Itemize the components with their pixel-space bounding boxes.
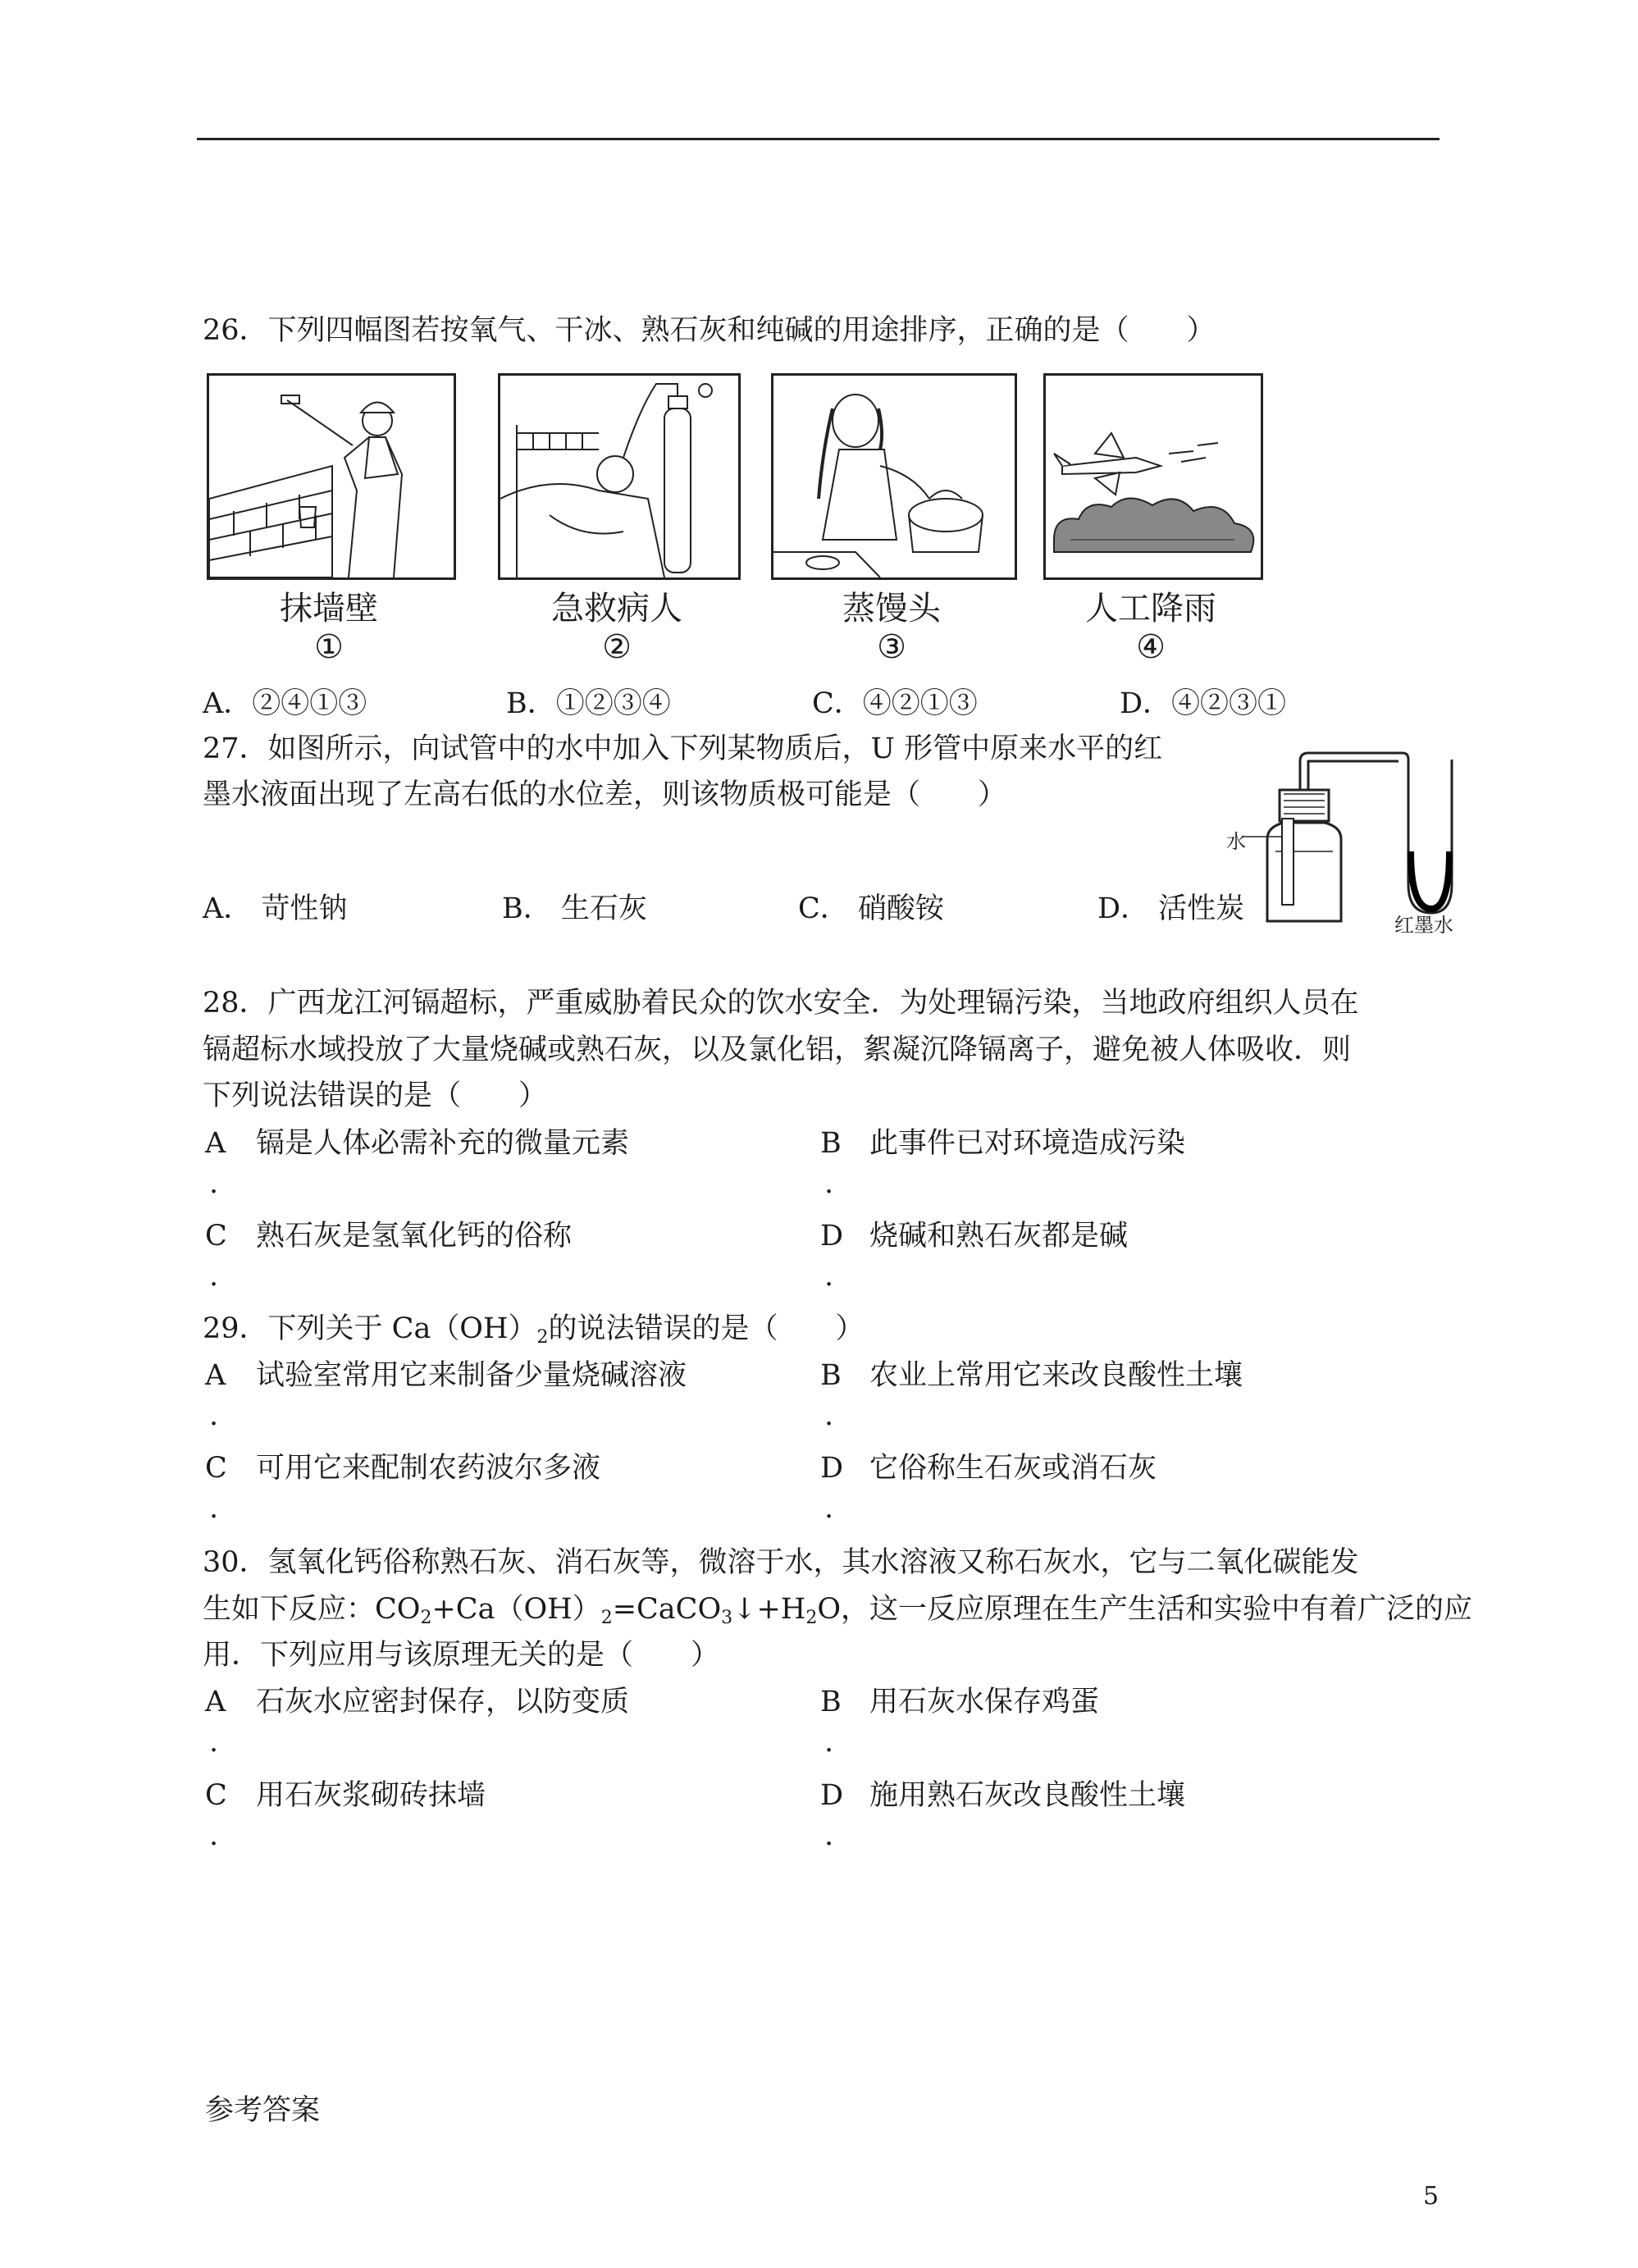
picture-emergency-patient: [498, 373, 741, 580]
q28-option-b-text: 此事件已对环境造成污染: [869, 1127, 1186, 1160]
q26-stem: 26．下列四幅图若按氧气、干冰、熟石灰和纯碱的用途排序，正确的是（ ）: [203, 314, 1216, 347]
q29-option-c-letter: C: [205, 1452, 227, 1485]
q30-option-a-text: 石灰水应密封保存，以防变质: [256, 1686, 630, 1718]
list-dot: .: [209, 1167, 219, 1200]
q30-line-3: 用．下列应用与该原理无关的是（ ）: [203, 1639, 720, 1672]
q30-subscript: 2: [600, 1608, 613, 1628]
artificial-rain-illustration: [1046, 376, 1261, 577]
q30-option-b-letter: B: [820, 1686, 842, 1718]
q30-option-d-letter: D: [820, 1779, 844, 1812]
q28-option-a-text: 镉是人体必需补充的微量元素: [256, 1127, 630, 1160]
q30-option-c-letter: C: [205, 1779, 227, 1812]
picture-number-4: ④: [1136, 628, 1166, 666]
picture-number-1: ①: [314, 628, 344, 666]
list-dot: .: [824, 1260, 834, 1293]
q28-option-d-text: 烧碱和熟石灰都是碱: [869, 1220, 1129, 1253]
q27-option-c: C． 硝酸铵: [798, 892, 944, 925]
picture-plaster-wall: [207, 373, 456, 580]
q30-equation-part: ↓+H: [732, 1593, 806, 1626]
q29-stem: [203, 1308, 865, 1358]
q30-equation-part: +Ca（OH）: [431, 1593, 601, 1626]
q26-option-c: C．④②①③: [812, 687, 978, 720]
list-dot: .: [824, 1167, 834, 1200]
page-number: 5: [1423, 2182, 1440, 2211]
q28-option-a-letter: A: [205, 1127, 226, 1160]
list-dot: .: [209, 1399, 219, 1432]
q30-subscript: 2: [805, 1608, 818, 1628]
q27-option-b: B． 生石灰: [502, 892, 647, 925]
list-dot: .: [209, 1819, 219, 1852]
picture-number-3: ③: [877, 628, 906, 666]
steaming-buns-illustration: [773, 376, 1015, 577]
q28-option-b-letter: B: [820, 1127, 842, 1160]
picture-label-rain: 人工降雨: [1085, 590, 1216, 627]
picture-artificial-rain: [1043, 373, 1263, 580]
q29-option-b-text: 农业上常用它来改良酸性土壤: [869, 1359, 1243, 1392]
plaster-wall-illustration: [209, 376, 454, 577]
q27-option-d: D． 活性炭: [1097, 892, 1245, 925]
list-dot: .: [824, 1492, 834, 1525]
q30-option-b-text: 用石灰水保存鸡蛋: [869, 1686, 1100, 1718]
water-label: 水: [1226, 830, 1246, 853]
q29-stem-part-2: 的说法错误的是（ ）: [548, 1312, 865, 1345]
answers-heading: 参考答案: [205, 2094, 321, 2127]
q28-option-d-letter: D: [820, 1220, 844, 1253]
picture-steaming-buns: [771, 373, 1017, 580]
picture-label-emergency: 急救病人: [551, 590, 682, 627]
list-dot: .: [209, 1726, 219, 1759]
q30-subscript: 3: [721, 1608, 733, 1628]
picture-label-plaster: 抹墙壁: [280, 590, 378, 627]
q28-option-c-text: 熟石灰是氢氧化钙的俗称: [256, 1220, 573, 1253]
q26-option-a: A．②④①③: [203, 687, 367, 720]
q29-option-b-letter: B: [820, 1359, 842, 1392]
u-tube-apparatus: [1226, 745, 1464, 933]
red-ink-label: 红墨水: [1394, 914, 1453, 937]
list-dot: .: [824, 1399, 834, 1432]
q28-line-1: 28．广西龙江河镉超标，严重威胁着民众的饮水安全．为处理镉污染，当地政府组织人员在: [203, 987, 1359, 1020]
q30-line-1: 30．氢氧化钙俗称熟石灰、消石灰等，微溶于水，其水溶液又称石灰水，它与二氧化碳能发: [203, 1546, 1359, 1579]
q29-stem-subscript: 2: [536, 1327, 549, 1348]
q27-line-2: 墨水液面出现了左高右低的水位差，则该物质极可能是（ ）: [203, 778, 1007, 811]
q29-option-d-text: 它俗称生石灰或消石灰: [869, 1452, 1157, 1485]
q30-equation-part: 生如下反应：CO: [203, 1593, 421, 1626]
q27-line-1: 27．如图所示，向试管中的水中加入下列某物质后，U 形管中原来水平的红: [203, 732, 1163, 765]
q30-subscript: 2: [420, 1608, 432, 1628]
list-dot: .: [824, 1819, 834, 1852]
oxygen-patient-illustration: [500, 376, 738, 577]
q29-option-a-letter: A: [205, 1359, 226, 1392]
q30-line-2: [203, 1589, 1472, 1639]
picture-label-steam: 蒸馒头: [842, 590, 941, 627]
list-dot: .: [209, 1492, 219, 1525]
q28-line-3: 下列说法错误的是（ ）: [203, 1079, 548, 1112]
q27-option-a: A． 苛性钠: [203, 892, 348, 925]
q27-apparatus-figure: [1226, 745, 1464, 937]
picture-number-2: ②: [602, 628, 632, 666]
q29-stem-part-1: 29．下列关于 Ca（OH）: [203, 1312, 537, 1345]
q26-option-b: B．①②③④: [506, 687, 671, 720]
q28-option-c-letter: C: [205, 1220, 227, 1253]
q30-equation-part: =CaCO: [612, 1593, 722, 1626]
q29-option-d-letter: D: [820, 1452, 844, 1485]
q26-option-d: D．④②③①: [1120, 687, 1287, 720]
q30-option-c-text: 用石灰浆砌砖抹墙: [256, 1779, 486, 1812]
list-dot: .: [209, 1260, 219, 1293]
header-rule: [197, 138, 1440, 140]
q30-option-a-letter: A: [205, 1686, 226, 1718]
list-dot: .: [824, 1726, 834, 1759]
q30-option-d-text: 施用熟石灰改良酸性土壤: [869, 1779, 1186, 1812]
q30-equation-part: O，这一反应原理在生产生活和实验中有着广泛的应: [817, 1593, 1473, 1626]
q29-option-c-text: 可用它来配制农药波尔多液: [256, 1452, 601, 1485]
q29-option-a-text: 试验室常用它来制备少量烧碱溶液: [256, 1359, 687, 1392]
q28-line-2: 镉超标水域投放了大量烧碱或熟石灰，以及氯化铝，絮凝沉降镉离子，避免被人体吸收．则: [203, 1034, 1352, 1066]
